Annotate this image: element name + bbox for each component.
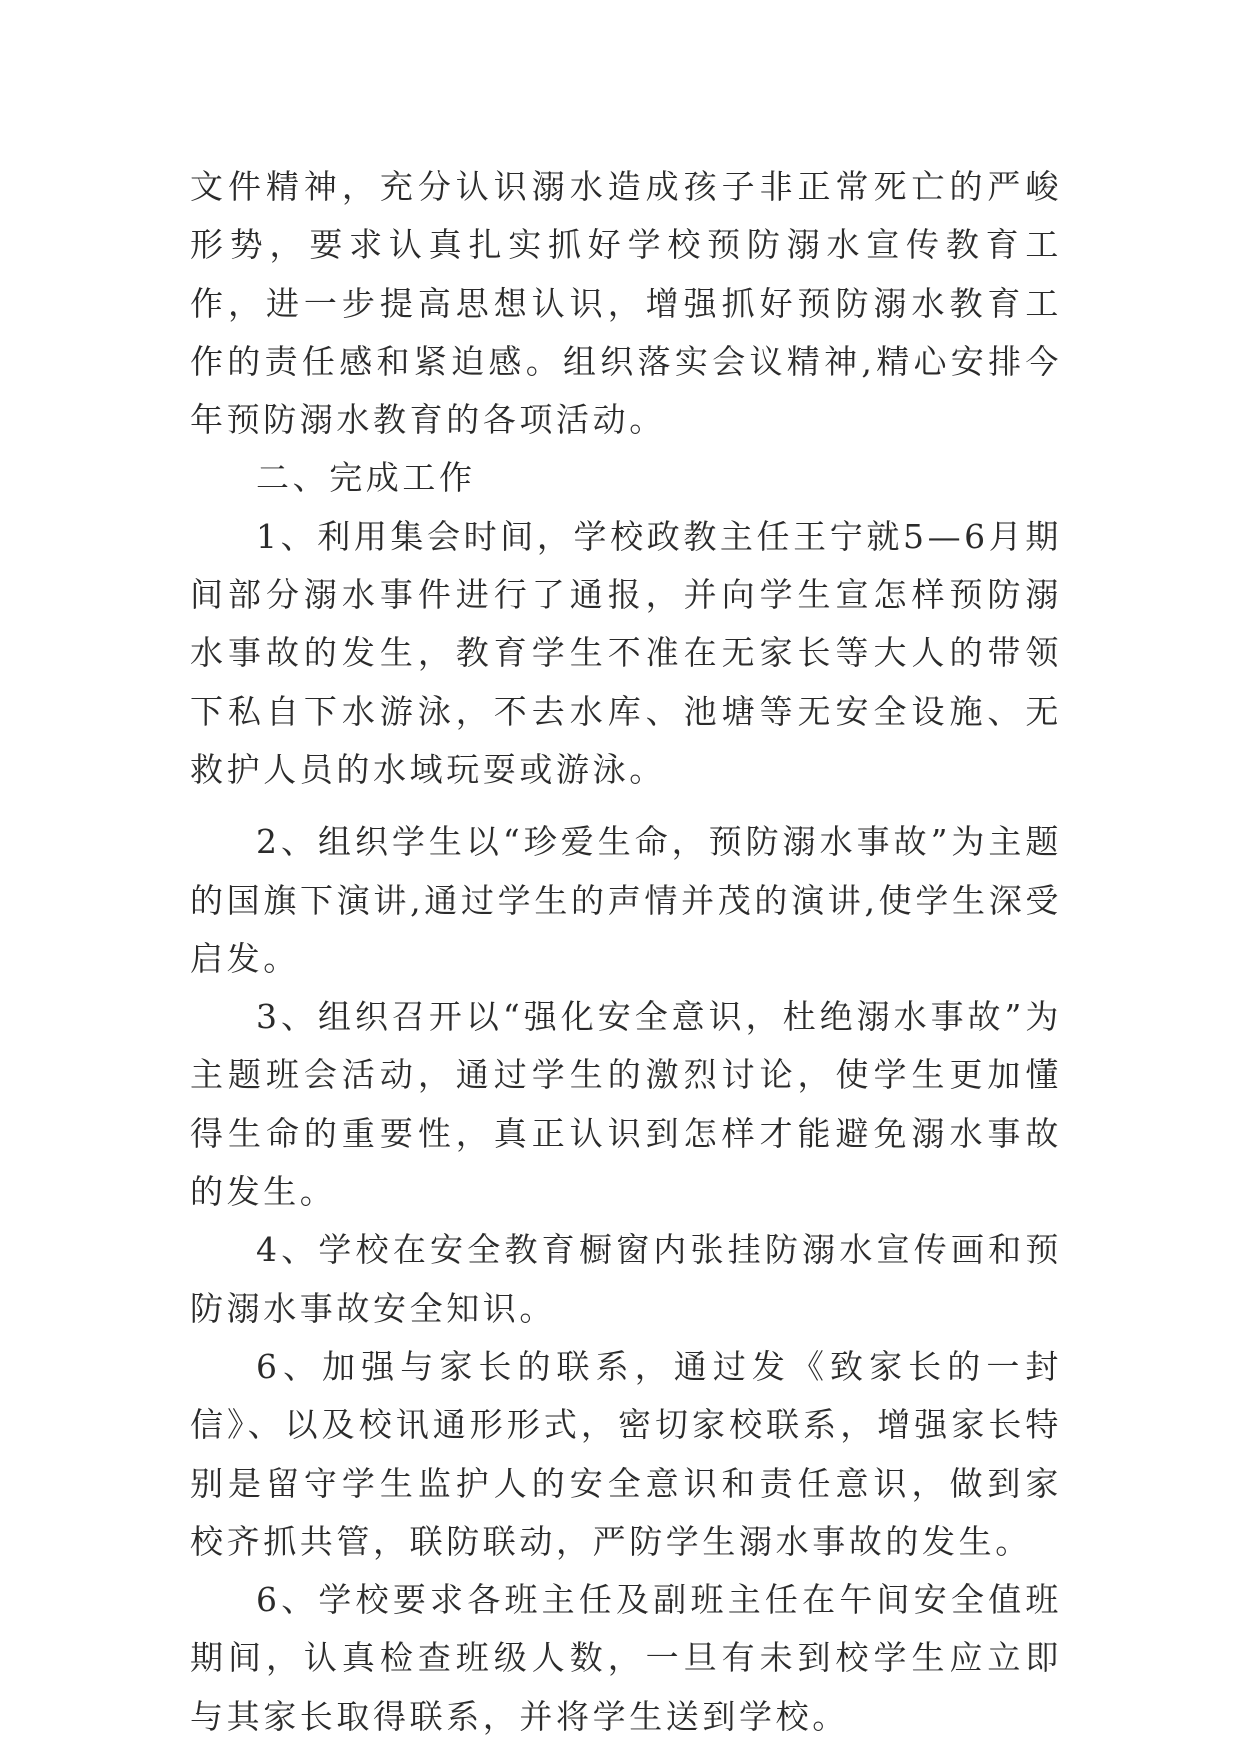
paragraph-item-3: 3、组织召开以“强化安全意识，杜绝溺水事故”为主题班会活动，通过学生的激烈讨论，使学生更加懂得生命的重要性，真正认识到怎样才能避免溺水事故的发生。 [190, 997, 1062, 1212]
paragraph-item-1: 1、利用集会时间，学校政教主任王宁就5—6月期间部分溺水事件进行了通报，并向学生宣怎样预防溺水事故的发生，教育学生不准在无家长等大人的带领下私自下水游泳，不去水库、池塘等无安全设施、无救护人员的水域玩耍或游泳。 [190, 516, 1062, 789]
section-heading: 二、完成工作 [256, 458, 476, 498]
paragraph-item-6a: 6、加强与家长的联系，通过发《致家长的一封信》、以及校讯通形形式，密切家校联系，增强家长特别是留守学生监护人的安全意识和责任意识，做到家校齐抓共管，联防联动，严防学生溺水事故的发生。 [190, 1346, 1062, 1561]
paragraph-item-4: 4、学校在安全教育橱窗内张挂防溺水宣传画和预防溺水事故安全知识。 [190, 1230, 1062, 1328]
paragraph-continuation: 文件精神，充分认识溺水造成孩子非正常死亡的严峻形势，要求认真扎实抓好学校预防溺水宣传教育工作，进一步提高思想认识，增强抓好预防溺水教育工作的责任感和紧迫感。组织落实会议精神,精心安排今年预防溺水教育的各项活动。 [190, 167, 1062, 440]
paragraph-item-6b: 6、学校要求各班主任及副班主任在午间安全值班期间，认真检查班级人数，一旦有未到校学生应立即与其家长取得联系，并将学生送到学校。 [190, 1580, 1062, 1736]
document-body [190, 158, 1062, 1746]
paragraph-item-2: 2、组织学生以“珍爱生命，预防溺水事故”为主题的国旗下演讲,通过学生的声情并茂的演讲,使学生深受启发。 [190, 822, 1062, 978]
